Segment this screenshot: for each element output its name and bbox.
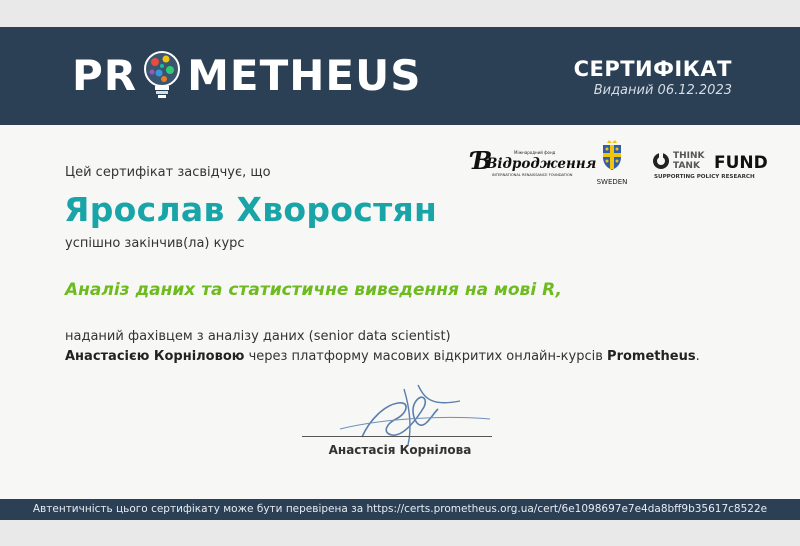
- signature-name: Анастасія Корнілова: [328, 443, 472, 457]
- svg-text:FUND: FUND: [714, 153, 768, 173]
- logo-text-left: PR: [72, 51, 138, 100]
- svg-text:TANK: TANK: [673, 161, 700, 171]
- lightbulb-icon: [139, 49, 185, 103]
- vidrodzhennia-logo: [470, 139, 597, 189]
- svg-text:SUPPORTING POLICY RESEARCH: SUPPORTING POLICY RESEARCH: [654, 174, 755, 180]
- platform-name: Prometheus: [607, 349, 696, 364]
- sweden-crest-icon: [599, 139, 625, 173]
- partner-logos: [470, 139, 770, 189]
- instructor-line: [65, 349, 700, 364]
- recipient-name: Ярослав Хворостян: [64, 190, 438, 229]
- svg-text:Ɓ: Ɓ: [472, 146, 493, 175]
- sentence-end: .: [695, 349, 700, 364]
- svg-text:Міжнародний фонд: Міжнародний фонд: [514, 150, 556, 155]
- instructor-role-text: наданий фахівцем з аналізу даних (senior data scientist): [65, 329, 451, 344]
- signature-line: [302, 436, 492, 437]
- verification-footer: [0, 499, 800, 520]
- intro-text: Цей сертифікат засвідчує, що: [65, 165, 271, 180]
- svg-text:THINK: THINK: [673, 151, 705, 161]
- sweden-label: SWEDEN: [596, 178, 628, 186]
- instructor-name: Анастасією Корніловою: [65, 349, 245, 364]
- platform-via-text: через платформу масових відкритих онлайн-курсів: [248, 349, 603, 364]
- svg-text:Відродження: Відродження: [486, 156, 597, 172]
- certificate-header: [0, 27, 800, 125]
- think-tank-fund-logo: [652, 145, 767, 185]
- svg-text:INTERNATIONAL RENAISSANCE FOUN: INTERNATIONAL RENAISSANCE FOUNDATION: [492, 173, 573, 177]
- sweden-logo: [596, 139, 628, 189]
- prometheus-logo: [72, 49, 421, 103]
- logo-text-right: METHEUS: [187, 51, 422, 100]
- finished-course-text: успішно закінчив(ла) курс: [65, 236, 245, 251]
- certificate: [0, 27, 800, 520]
- verification-text: Автентичність цього сертифікату може бути перевірена за https://certs.prometheus.org.ua/cert/6e1098697e7e4da8bff9b35617c8522e: [32, 503, 768, 515]
- issued-date: Виданий 06.12.2023: [593, 83, 732, 98]
- course-title: Аналіз даних та статистичне виведення на мові R,: [65, 280, 562, 300]
- certificate-title: СЕРТИФІКАТ: [573, 57, 732, 81]
- certificate-title-block: [574, 57, 732, 98]
